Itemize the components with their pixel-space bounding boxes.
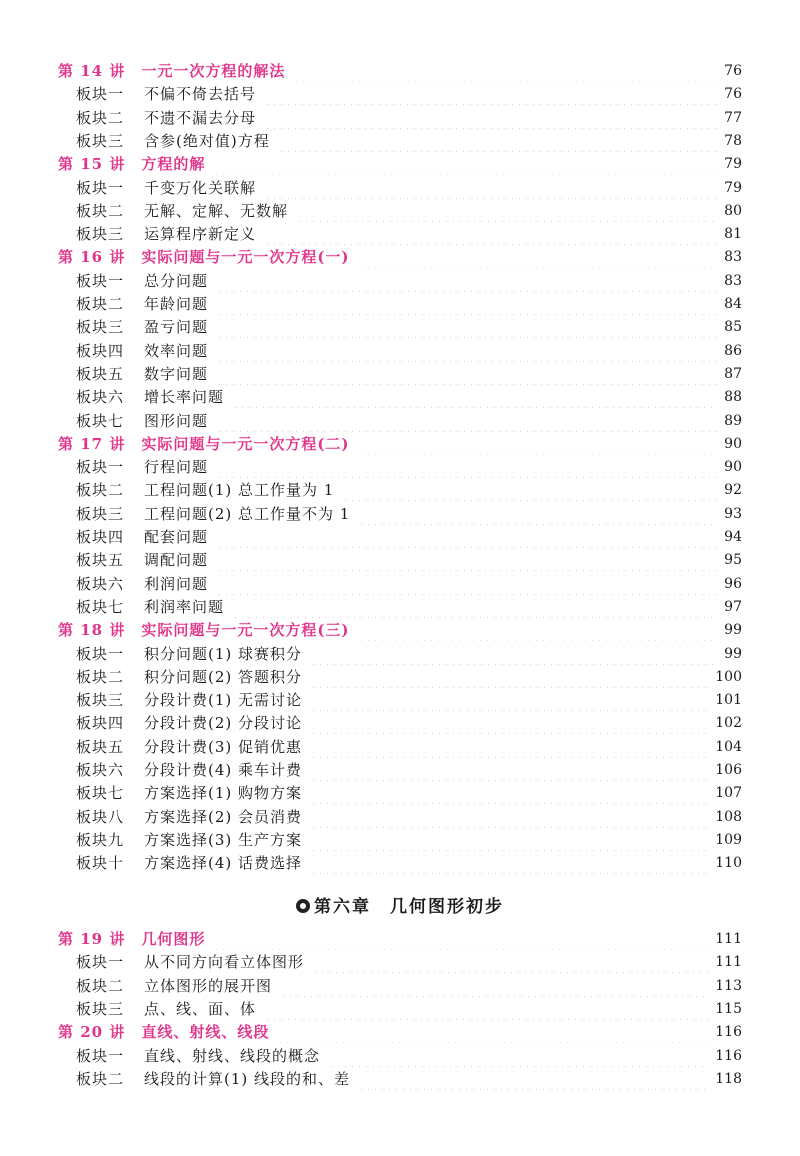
entry-title: 从不同方向看立体图形 xyxy=(144,953,305,972)
section-number: 板块二 xyxy=(76,201,125,220)
toc-section-entry[interactable] xyxy=(76,130,742,152)
toc-section-entry[interactable] xyxy=(76,1045,742,1067)
section-number: 板块三 xyxy=(76,999,125,1018)
dot-leader xyxy=(358,246,719,268)
section-number: 板块六 xyxy=(76,761,125,779)
entry-title: 线段的计算(1) 线段的和、差 xyxy=(144,1069,351,1088)
entry-title: 积分问题(1) 球赛积分 xyxy=(144,644,303,663)
entry-title: 实际问题与一元一次方程(二) xyxy=(141,434,350,453)
entry-title: 工程问题(2) 总工作量不为 1 xyxy=(144,504,351,523)
entry-label xyxy=(76,316,208,338)
page-number: 85 xyxy=(724,319,742,336)
entry-label xyxy=(76,689,302,711)
dot-leader xyxy=(312,951,709,973)
page-number: 97 xyxy=(724,598,742,615)
toc-section-entry[interactable] xyxy=(76,316,742,338)
toc-section-entry[interactable] xyxy=(76,951,742,973)
entry-title: 一元一次方程的解法 xyxy=(141,62,286,80)
entry-label xyxy=(76,643,302,665)
page-number: 104 xyxy=(715,738,742,755)
section-number: 板块五 xyxy=(76,551,125,570)
section-number: 板块十 xyxy=(76,854,125,873)
page-number: 93 xyxy=(724,505,742,522)
entry-label xyxy=(58,928,205,950)
toc-section-entry[interactable] xyxy=(76,200,742,222)
lecture-number: 第 17 讲 xyxy=(58,434,126,453)
entry-title: 数字问题 xyxy=(144,364,209,383)
section-number: 板块八 xyxy=(76,807,125,826)
dot-leader xyxy=(358,433,719,455)
lecture-number: 第 16 讲 xyxy=(58,248,126,267)
dot-leader xyxy=(232,386,718,408)
toc-lecture-entry[interactable] xyxy=(58,1021,742,1043)
page-number: 76 xyxy=(724,63,742,79)
entry-title: 工程问题(1) 总工作量为 1 xyxy=(144,481,335,500)
toc-section-entry[interactable] xyxy=(76,223,742,245)
toc-section-entry[interactable] xyxy=(76,596,742,618)
entry-label xyxy=(58,246,350,268)
chapter-heading xyxy=(0,892,800,918)
entry-label xyxy=(76,363,208,385)
entry-label xyxy=(76,712,302,734)
entry-label xyxy=(76,852,302,874)
section-number: 板块一 xyxy=(76,85,125,104)
dot-leader xyxy=(310,666,709,688)
page-number: 90 xyxy=(724,435,742,452)
dot-leader xyxy=(264,223,718,245)
entry-label xyxy=(76,456,208,478)
dot-leader xyxy=(278,130,718,152)
page-number: 96 xyxy=(724,575,742,592)
dot-leader xyxy=(310,829,709,851)
toc-section-entry[interactable] xyxy=(76,998,742,1020)
entry-title: 行程问题 xyxy=(144,458,209,477)
entry-label xyxy=(76,782,302,804)
toc-section-entry[interactable] xyxy=(76,782,742,804)
section-number: 板块三 xyxy=(76,225,125,244)
section-number: 板块二 xyxy=(76,976,125,995)
dot-leader xyxy=(310,689,709,711)
toc-section-entry[interactable] xyxy=(76,643,742,665)
dot-leader xyxy=(310,712,709,734)
lecture-number: 第 15 讲 xyxy=(58,155,126,174)
section-number: 板块九 xyxy=(76,830,125,849)
dot-leader xyxy=(216,456,718,478)
lecture-number: 第 14 讲 xyxy=(58,62,126,80)
page-number: 110 xyxy=(715,855,742,872)
section-number: 板块一 xyxy=(76,644,125,663)
page-number: 99 xyxy=(724,645,742,662)
entry-title: 方程的解 xyxy=(141,155,206,174)
entry-label xyxy=(58,433,350,455)
entry-title: 分段计费(3) 促销优惠 xyxy=(144,737,303,756)
dot-leader xyxy=(264,107,718,129)
entry-title: 直线、射线、线段的概念 xyxy=(144,1046,321,1065)
page-number: 111 xyxy=(715,954,742,971)
toc-lecture-entry[interactable] xyxy=(58,60,742,82)
entry-label xyxy=(76,806,302,828)
entry-label xyxy=(76,177,256,199)
dot-leader xyxy=(310,782,709,804)
page-number: 116 xyxy=(715,1024,742,1041)
page-number: 90 xyxy=(724,459,742,476)
dot-leader xyxy=(264,998,709,1020)
entry-title: 效率问题 xyxy=(144,341,209,360)
toc-section-entry[interactable] xyxy=(76,1068,742,1090)
entry-title: 利润率问题 xyxy=(144,597,225,616)
toc-section-entry[interactable] xyxy=(76,526,742,548)
entry-label xyxy=(58,1021,269,1043)
dot-leader xyxy=(296,200,718,222)
section-number: 板块一 xyxy=(76,271,125,290)
toc-section-entry[interactable] xyxy=(76,503,742,525)
dot-leader xyxy=(358,619,719,641)
page-number: 84 xyxy=(724,296,742,312)
entry-label xyxy=(76,479,334,501)
lecture-number: 第 20 讲 xyxy=(58,1023,126,1042)
toc-section-entry[interactable] xyxy=(76,666,742,688)
entry-title: 方案选择(3) 生产方案 xyxy=(144,830,303,849)
dot-leader xyxy=(216,549,718,571)
entry-label xyxy=(76,340,208,362)
page-number: 86 xyxy=(724,342,742,359)
page-number: 111 xyxy=(715,931,742,947)
entry-title: 积分问题(2) 答题积分 xyxy=(144,667,303,686)
dot-leader xyxy=(310,643,718,665)
page-number: 113 xyxy=(715,977,742,994)
entry-label xyxy=(76,736,302,758)
toc-section-entry[interactable] xyxy=(76,177,742,199)
section-number: 板块四 xyxy=(76,341,125,360)
page-number: 89 xyxy=(724,412,742,429)
dot-leader xyxy=(310,852,709,874)
entry-title: 方案选择(4) 话费选择 xyxy=(144,854,303,873)
entry-title: 配套问题 xyxy=(144,528,209,546)
section-number: 板块二 xyxy=(76,295,125,313)
page-number: 78 xyxy=(724,132,742,149)
entry-title: 不遗不漏去分母 xyxy=(144,108,257,127)
entry-title: 实际问题与一元一次方程(三) xyxy=(141,621,350,640)
toc-section-entry[interactable] xyxy=(76,363,742,385)
entry-title: 点、线、面、体 xyxy=(144,999,257,1018)
entry-title: 总分问题 xyxy=(144,271,209,290)
entry-label xyxy=(76,503,350,525)
page-number: 106 xyxy=(715,762,742,778)
page-number: 94 xyxy=(724,529,742,545)
page-number: 88 xyxy=(724,389,742,406)
entry-label xyxy=(76,573,208,595)
entry-title: 立体图形的展开图 xyxy=(144,976,273,995)
dot-leader xyxy=(328,1045,709,1067)
toc-lecture-entry[interactable] xyxy=(58,246,742,268)
dot-leader xyxy=(277,1021,709,1043)
page-number: 102 xyxy=(715,715,742,732)
dot-leader xyxy=(216,270,718,292)
section-number: 板块三 xyxy=(76,318,125,337)
entry-title: 分段计费(1) 无需讨论 xyxy=(144,691,303,710)
entry-label xyxy=(76,829,302,851)
dot-leader xyxy=(310,806,709,828)
dot-leader xyxy=(342,479,718,501)
entry-label xyxy=(76,270,208,292)
entry-title: 调配问题 xyxy=(144,551,209,570)
dot-leader xyxy=(358,1068,709,1090)
page-number: 77 xyxy=(724,109,742,126)
page-number: 87 xyxy=(724,365,742,382)
dot-leader xyxy=(310,759,709,781)
entry-title: 含参(绝对值)方程 xyxy=(144,131,270,150)
entry-label xyxy=(58,60,285,82)
section-number: 板块三 xyxy=(76,504,125,523)
page-number: 95 xyxy=(724,552,742,569)
toc-section-entry[interactable] xyxy=(76,340,742,362)
toc-section-entry[interactable] xyxy=(76,107,742,129)
toc-section-entry[interactable] xyxy=(76,852,742,874)
section-number: 板块五 xyxy=(76,364,125,383)
dot-leader xyxy=(310,736,709,758)
page-number: 101 xyxy=(715,692,742,709)
dot-leader xyxy=(232,596,718,618)
lecture-number: 第 18 讲 xyxy=(58,621,126,640)
dot-leader xyxy=(358,503,718,525)
toc-section-entry[interactable] xyxy=(76,410,742,432)
toc-section-entry[interactable] xyxy=(76,829,742,851)
entry-title: 实际问题与一元一次方程(一) xyxy=(141,248,350,267)
entry-title: 千变万化关联解 xyxy=(144,178,257,197)
dot-leader xyxy=(216,410,718,432)
entry-title: 年龄问题 xyxy=(144,295,209,313)
page-number: 107 xyxy=(715,785,742,802)
entry-label xyxy=(58,619,350,641)
entry-title: 分段计费(2) 分段讨论 xyxy=(144,714,303,733)
entry-label xyxy=(76,107,256,129)
page-number: 118 xyxy=(715,1070,742,1087)
toc-lecture-entry[interactable] xyxy=(58,433,742,455)
entry-title: 盈亏问题 xyxy=(144,318,209,337)
toc-section-entry[interactable] xyxy=(76,975,742,997)
page-number: 109 xyxy=(715,831,742,848)
section-number: 板块四 xyxy=(76,528,125,546)
page-number: 83 xyxy=(724,272,742,289)
section-number: 板块六 xyxy=(76,388,125,407)
toc-section-entry[interactable] xyxy=(76,573,742,595)
entry-title: 图形问题 xyxy=(144,411,209,430)
dot-leader xyxy=(213,153,718,175)
entry-label xyxy=(76,666,302,688)
section-number: 板块七 xyxy=(76,597,125,616)
page-number: 116 xyxy=(715,1047,742,1064)
entry-title: 几何图形 xyxy=(141,930,206,948)
entry-label xyxy=(76,293,208,315)
entry-title: 运算程序新定义 xyxy=(144,225,257,244)
dot-leader xyxy=(216,573,718,595)
toc-section-entry[interactable] xyxy=(76,736,742,758)
toc-section-entry[interactable] xyxy=(76,712,742,734)
toc-section-entry[interactable] xyxy=(76,270,742,292)
entry-label xyxy=(76,526,208,548)
dot-leader xyxy=(280,975,709,997)
section-number: 板块二 xyxy=(76,667,125,686)
entry-label xyxy=(76,83,256,105)
entry-label xyxy=(76,386,224,408)
section-number: 板块五 xyxy=(76,737,125,756)
toc-section-entry[interactable] xyxy=(76,293,742,315)
entry-title: 利润问题 xyxy=(144,574,209,593)
page-number: 80 xyxy=(724,202,742,219)
dot-leader xyxy=(216,526,718,548)
section-number: 板块七 xyxy=(76,411,125,430)
toc-section-entry[interactable] xyxy=(76,479,742,501)
entry-title: 增长率问题 xyxy=(144,388,225,407)
section-number: 板块二 xyxy=(76,108,125,127)
entry-label xyxy=(76,759,302,781)
entry-label xyxy=(76,549,208,571)
toc-section-entry[interactable] xyxy=(76,83,742,105)
page-number: 99 xyxy=(724,622,742,639)
section-number: 板块三 xyxy=(76,131,125,150)
dot-leader xyxy=(216,316,718,338)
entry-title: 方案选择(2) 会员消费 xyxy=(144,807,303,826)
entry-label xyxy=(76,596,224,618)
entry-label xyxy=(76,998,256,1020)
section-number: 板块三 xyxy=(76,691,125,710)
dot-leader xyxy=(264,83,718,105)
chapter-title: 第六章 几何图形初步 xyxy=(314,897,504,917)
entry-title: 分段计费(4) 乘车计费 xyxy=(144,761,303,779)
entry-label xyxy=(76,1068,350,1090)
section-number: 板块六 xyxy=(76,574,125,593)
entry-label xyxy=(76,223,256,245)
section-number: 板块一 xyxy=(76,1046,125,1065)
entry-label xyxy=(58,153,205,175)
section-number: 板块二 xyxy=(76,481,125,500)
section-number: 板块七 xyxy=(76,784,125,803)
page-number: 79 xyxy=(724,156,742,173)
toc-lecture-entry[interactable] xyxy=(58,928,742,950)
chapter-bullet-icon xyxy=(296,899,310,913)
toc-lecture-entry[interactable] xyxy=(58,153,742,175)
page-number: 81 xyxy=(724,226,742,243)
page-number: 92 xyxy=(724,482,742,499)
page-number: 76 xyxy=(724,86,742,103)
dot-leader xyxy=(216,293,718,315)
entry-title: 方案选择(1) 购物方案 xyxy=(144,784,303,803)
entry-label xyxy=(76,200,288,222)
page-number: 115 xyxy=(715,1000,742,1017)
toc-section-entry[interactable] xyxy=(76,759,742,781)
entry-title: 无解、定解、无数解 xyxy=(144,201,289,220)
toc-section-entry[interactable] xyxy=(76,689,742,711)
entry-label xyxy=(76,130,270,152)
dot-leader xyxy=(213,928,709,950)
page-number: 108 xyxy=(715,808,742,825)
toc-section-entry[interactable] xyxy=(76,386,742,408)
toc-section-entry[interactable] xyxy=(76,549,742,571)
entry-label xyxy=(76,1045,320,1067)
section-number: 板块一 xyxy=(76,178,125,197)
dot-leader xyxy=(216,340,718,362)
page-number: 79 xyxy=(724,179,742,196)
section-number: 板块四 xyxy=(76,714,125,733)
section-number: 板块一 xyxy=(76,953,125,972)
toc-lecture-entry[interactable] xyxy=(58,619,742,641)
dot-leader xyxy=(293,60,718,82)
lecture-number: 第 19 讲 xyxy=(58,930,126,948)
entry-title: 不偏不倚去括号 xyxy=(144,85,257,104)
dot-leader xyxy=(264,177,718,199)
page-number: 100 xyxy=(715,668,742,685)
entry-label xyxy=(76,410,208,432)
section-number: 板块二 xyxy=(76,1069,125,1088)
entry-title: 直线、射线、线段 xyxy=(141,1023,270,1042)
section-number: 板块一 xyxy=(76,458,125,477)
dot-leader xyxy=(216,363,718,385)
toc-section-entry[interactable] xyxy=(76,456,742,478)
page-number: 83 xyxy=(724,249,742,266)
entry-label xyxy=(76,951,304,973)
toc-section-entry[interactable] xyxy=(76,806,742,828)
entry-label xyxy=(76,975,272,997)
